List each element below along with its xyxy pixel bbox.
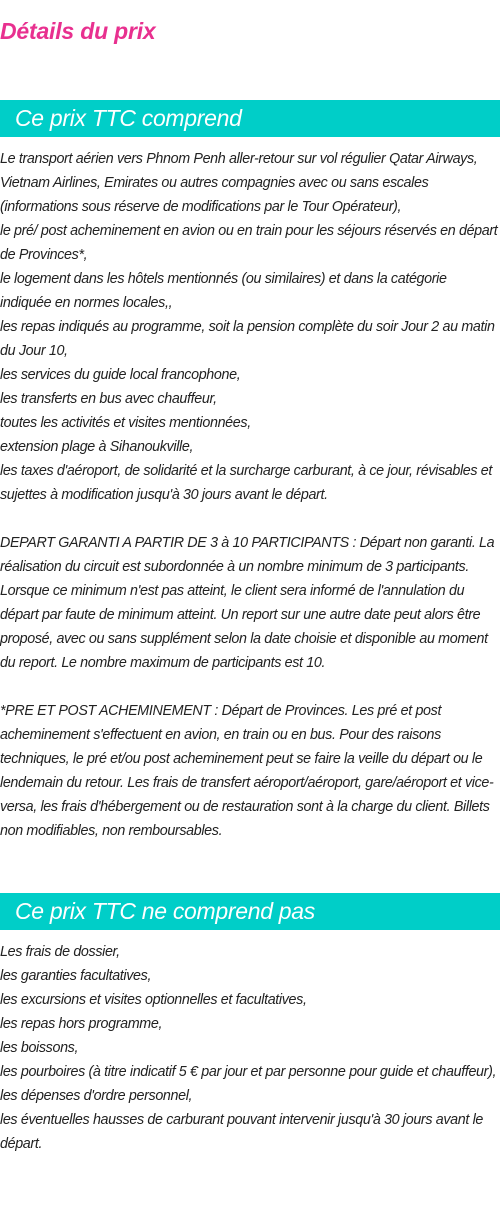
included-item: extension plage à Sihanoukville, [0,439,194,455]
included-item: les repas indiqués au programme, soit la pension complète du soir Jour 2 au matin du Jour 10, [0,319,495,359]
included-item: les services du guide local francophone, [0,367,241,383]
excluded-item: les repas hors programme, [0,1016,163,1032]
excluded-section-header [0,893,500,930]
excluded-list [0,940,500,1156]
included-item: les transferts en bus avec chauffeur, [0,391,217,407]
included-item: Le transport aérien vers Phnom Penh aller-retour sur vol régulier Qatar Airways, Vietnam Airlines, Emirates ou autres compagnies avec ou sans escales (informations sous réserve de modifications par le Tour Opérateur), [0,151,478,215]
excluded-item: les éventuelles hausses de carburant pouvant intervenir jusqu'à 30 jours avant le départ. [0,1112,484,1152]
excluded-item: les pourboires (à titre indicatif 5 € par jour et par personne pour guide et chauffeur), [0,1064,497,1080]
excluded-item: les dépenses d'ordre personnel, [0,1088,193,1104]
included-section-header [0,100,500,137]
included-list [0,147,500,507]
excluded-item: les boissons, [0,1040,79,1056]
excluded-item: Les frais de dossier, [0,944,120,960]
included-section-title: Ce prix TTC comprend [15,105,242,131]
included-item: les taxes d'aéroport, de solidarité et la surcharge carburant, à ce jour, révisables et sujettes à modification jusqu'à 30 jours avant le départ. [0,463,493,503]
page-title: Détails du prix [0,18,156,44]
included-item: le pré/ post acheminement en avion ou en train pour les séjours réservés en départ de Provinces*, [0,223,498,263]
excluded-section-title: Ce prix TTC ne comprend pas [15,898,315,924]
excluded-item: les excursions et visites optionnelles et facultatives, [0,992,307,1008]
excluded-item: les garanties facultatives, [0,968,152,984]
pre-post-transfer-text: *PRE ET POST ACHEMINEMENT : Départ de Provinces. Les pré et post acheminement s'effectuent en avion, en train ou en bus. Pour des raisons techniques, le pré et/ou post acheminement peut se faire la veille du départ ou le lendemain du retour. Les frais de transfert aéroport/aéroport, gare/aéroport et vice-versa, les frais d'hébergement ou de restauration sont à la charge du client. Billets non modifiables, non remboursables. [0,703,494,839]
departure-guarantee-note [0,531,500,675]
included-item: toutes les activités et visites mentionnées, [0,415,251,431]
departure-guarantee-text: DEPART GARANTI A PARTIR DE 3 à 10 PARTICIPANTS : Départ non garanti. La réalisation du circuit est subordonnée à un nombre minimum de 3 participants. Lorsque ce minimum n'est pas atteint, le client sera informé de l'annulation du départ par faute de minimum atteint. Un report sur une autre date peut alors être proposé, avec ou sans supplément selon la date choisie et disponible au moment du report. Le nombre maximum de participants est 10. [0,535,495,671]
pre-post-transfer-note [0,699,500,843]
included-item: le logement dans les hôtels mentionnés (ou similaires) et dans la catégorie indiquée en normes locales,, [0,271,447,311]
